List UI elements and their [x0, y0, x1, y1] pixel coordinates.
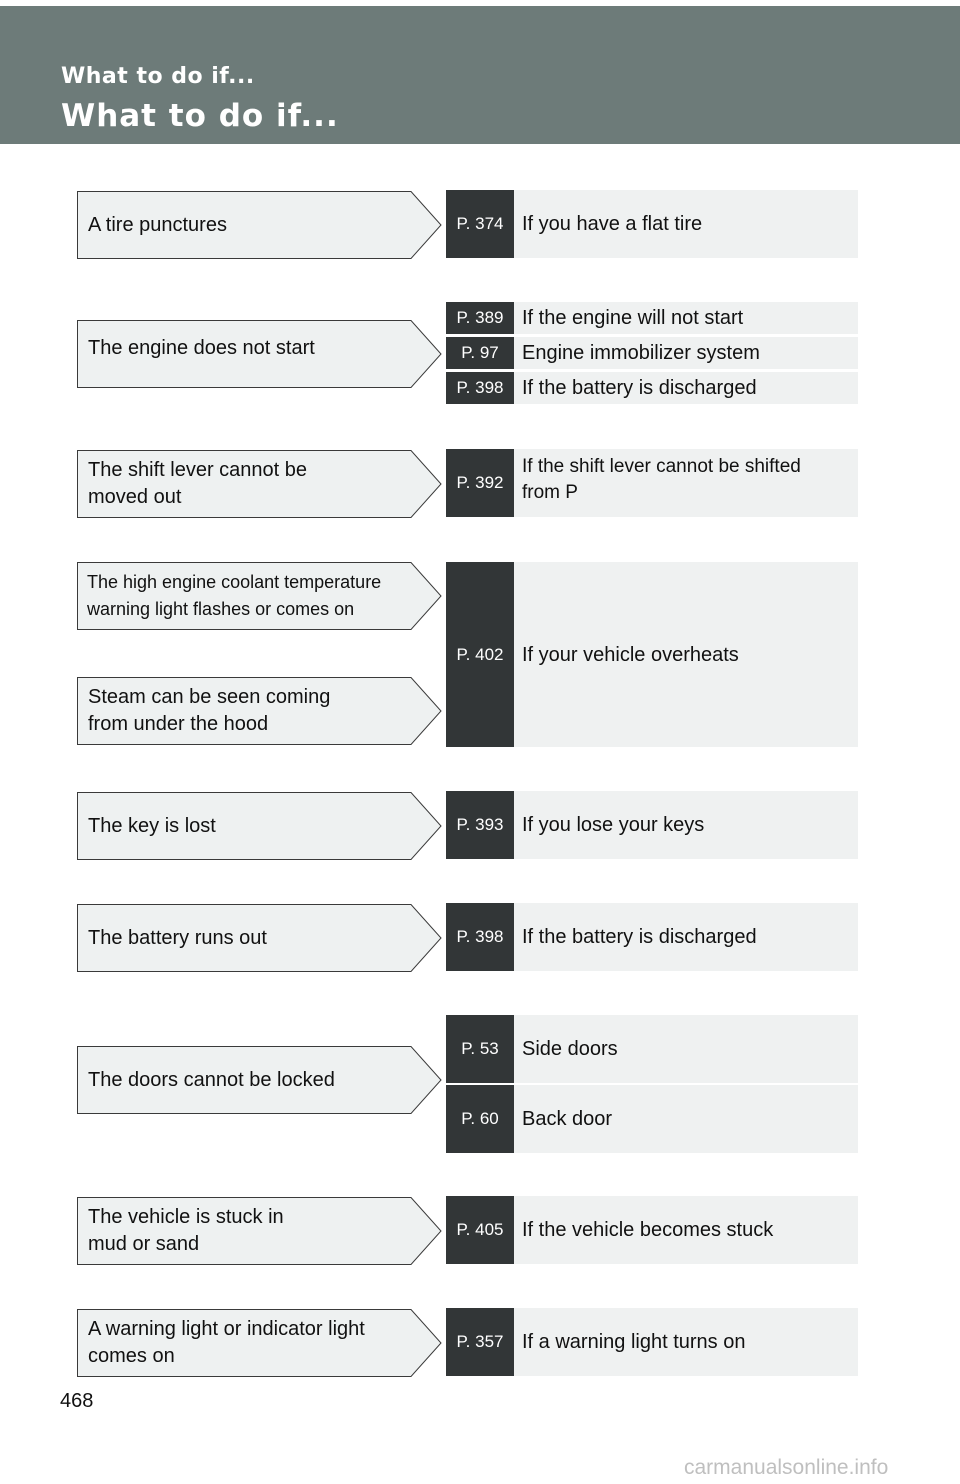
reference-title[interactable]: If the battery is discharged — [514, 903, 858, 971]
page-reference-badge[interactable]: P. 398 — [446, 372, 514, 404]
page-reference-badge[interactable]: P. 392 — [446, 449, 514, 517]
reference-title[interactable]: Engine immobilizer system — [514, 337, 858, 369]
condition-text: The doors cannot be locked — [88, 1068, 335, 1091]
condition-box — [77, 191, 443, 259]
page-reference-badge[interactable]: P. 374 — [446, 190, 514, 258]
condition-text: The key is lost — [88, 814, 216, 837]
condition-box — [77, 792, 443, 860]
reference-title[interactable]: If a warning light turns on — [514, 1308, 858, 1376]
watermark: carmanualsonline.info — [684, 1456, 889, 1479]
page-reference-badge[interactable]: P. 389 — [446, 302, 514, 334]
condition-box — [77, 1309, 443, 1377]
condition-text: The engine does not start — [88, 336, 315, 359]
condition-text: Steam can be seen coming from under the hood — [88, 686, 331, 735]
reference-title[interactable]: If you have a flat tire — [514, 190, 858, 258]
condition-text: The shift lever cannot be moved out — [88, 459, 308, 508]
page-reference-badge[interactable]: P. 405 — [446, 1196, 514, 1264]
condition-box — [77, 450, 443, 518]
condition-text: A warning light or indicator light comes on — [88, 1318, 365, 1367]
reference-title[interactable]: If the shift lever cannot be shifted from P — [514, 449, 858, 517]
condition-box — [77, 562, 443, 630]
condition-box — [77, 904, 443, 972]
reference-title[interactable]: If the vehicle becomes stuck — [514, 1196, 858, 1264]
reference-title[interactable]: If your vehicle overheats — [514, 562, 858, 747]
page-number: 468 — [60, 1390, 94, 1412]
reference-title[interactable]: If the engine will not start — [514, 302, 858, 334]
condition-text: The high engine coolant temperature warning light flashes or comes on — [87, 572, 382, 619]
condition-text: The battery runs out — [88, 926, 267, 949]
page-reference-badge[interactable]: P. 97 — [446, 337, 514, 369]
reference-title[interactable]: Side doors — [514, 1015, 858, 1083]
condition-box — [77, 1197, 443, 1265]
condition-text: The vehicle is stuck in mud or sand — [88, 1206, 284, 1255]
condition-box — [77, 677, 443, 745]
page-reference-badge[interactable]: P. 357 — [446, 1308, 514, 1376]
page-reference-badge[interactable]: P. 398 — [446, 903, 514, 971]
page-reference-badge[interactable]: P. 402 — [446, 562, 514, 747]
reference-title[interactable]: Back door — [514, 1085, 858, 1153]
section-subtitle: What to do if... — [61, 64, 255, 89]
page-title: What to do if... — [61, 98, 339, 134]
page-header — [0, 6, 960, 144]
page-reference-badge[interactable]: P. 60 — [446, 1085, 514, 1153]
condition-box — [77, 320, 443, 388]
condition-box — [77, 1046, 443, 1114]
reference-title[interactable]: If you lose your keys — [514, 791, 858, 859]
page-reference-badge[interactable]: P. 53 — [446, 1015, 514, 1083]
reference-title[interactable]: If the battery is discharged — [514, 372, 858, 404]
page-reference-badge[interactable]: P. 393 — [446, 791, 514, 859]
condition-text: A tire punctures — [88, 213, 227, 236]
